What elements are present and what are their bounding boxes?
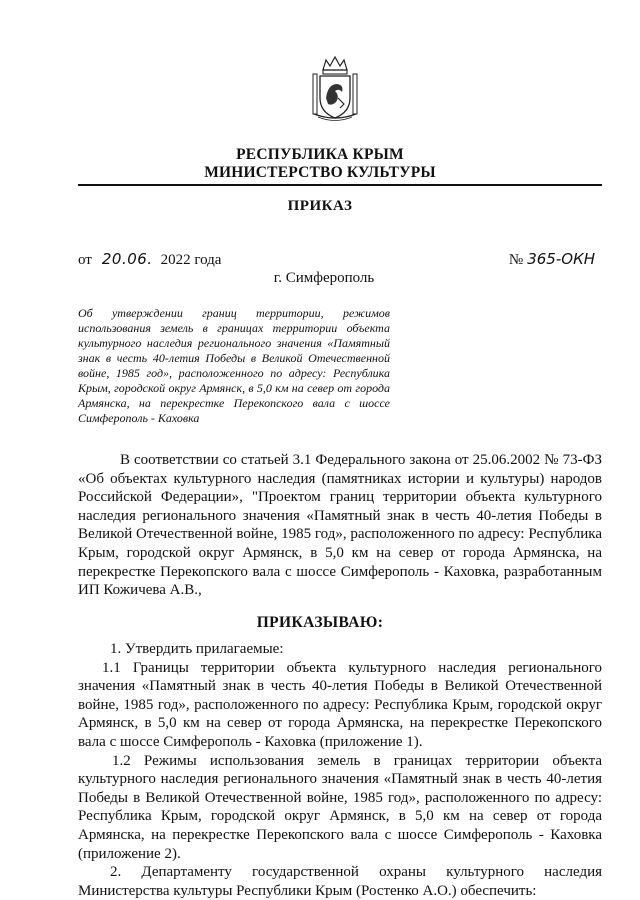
header-republic: РЕСПУБЛИКА КРЫМ [236, 146, 404, 163]
date-suffix: 2022 года [160, 252, 222, 268]
preamble-paragraph: В соответствии со статьей 3.1 Федерального закона от 25.06.2002 № 73-ФЗ «Об объектах культурного наследия (памятниках истории и культуры) народов Российской Федерации», "Проектом границ территории объекта культурного наследия регионального значения «Памятный знак в честь 40-летия Победы в Великой Отечественной войне, 1985 год», расположенного по адресу: Республика Крым, городской округ Армянск, в 5,0 км на север от города Армянска, на перекрестке Перекопского вала с шоссе Симферополь - Каховка, разработанным ИП Кожичева А.В., [78, 452, 602, 599]
document-city: г. Симферополь [273, 270, 375, 286]
crimea-coat-of-arms-icon [310, 54, 360, 124]
order-items [78, 640, 602, 900]
header-ministry: МИНИСТЕРСТВО КУЛЬТУРЫ [204, 164, 436, 181]
document-date [78, 250, 221, 269]
document-number [509, 250, 595, 269]
document-subject: Об утверждении границ территории, режимов использования земель в границах территории объекта культурного наследия регионального значения «Памятный знак в честь 40-летия Победы в Великой Отечественной войне, 1985 год», расположенного по адресу: Республика Крым, городской округ Армянск, в 5,0 км на север от города Армянска, на перекрестке Перекопского вала с шоссе Симферополь - Каховка [78, 306, 390, 425]
order-heading: ПРИКАЗЫВАЮ: [256, 614, 384, 631]
preamble-block [78, 451, 602, 600]
date-prefix: от [78, 252, 92, 268]
number-handwritten: 365-ОКН [527, 250, 595, 268]
item-1: 1. Утвердить прилагаемые: [110, 641, 284, 657]
item-1-2: 1.2 Режимы использования земель в границах территории объекта культурного наследия регионального значения «Памятный знак в честь 40-летия Победы в Великой Отечественной войне, 1985 год», расположенного по адресу: Республика Крым, городской округ Армянск, в 5,0 км на север от города Армянска, на перекрестке Перекопского вала с шоссе Симферополь - Каховка (приложение 2). [78, 752, 602, 862]
item-2: 2. Департаменту государственной охраны культурного наследия Министерства культуры Республики Крым (Ростенко А.О.) обеспечить: [78, 864, 602, 899]
number-prefix: № [508, 252, 524, 268]
item-1-1: 1.1 Границы территории объекта культурного наследия регионального значения «Памятный знак в честь 40-летия Победы в Великой Отечественной войне, 1985 год», расположенного по адресу: Республика Крым, городской округ Армянск, в 5,0 км на север от города Армянска, на перекрестке Перекопского вала с шоссе Симферополь - Каховка (приложение 1). [78, 659, 602, 750]
document-type-title: ПРИКАЗ [287, 198, 353, 214]
date-handwritten: 20.06. [101, 250, 153, 268]
header-divider [78, 184, 602, 186]
